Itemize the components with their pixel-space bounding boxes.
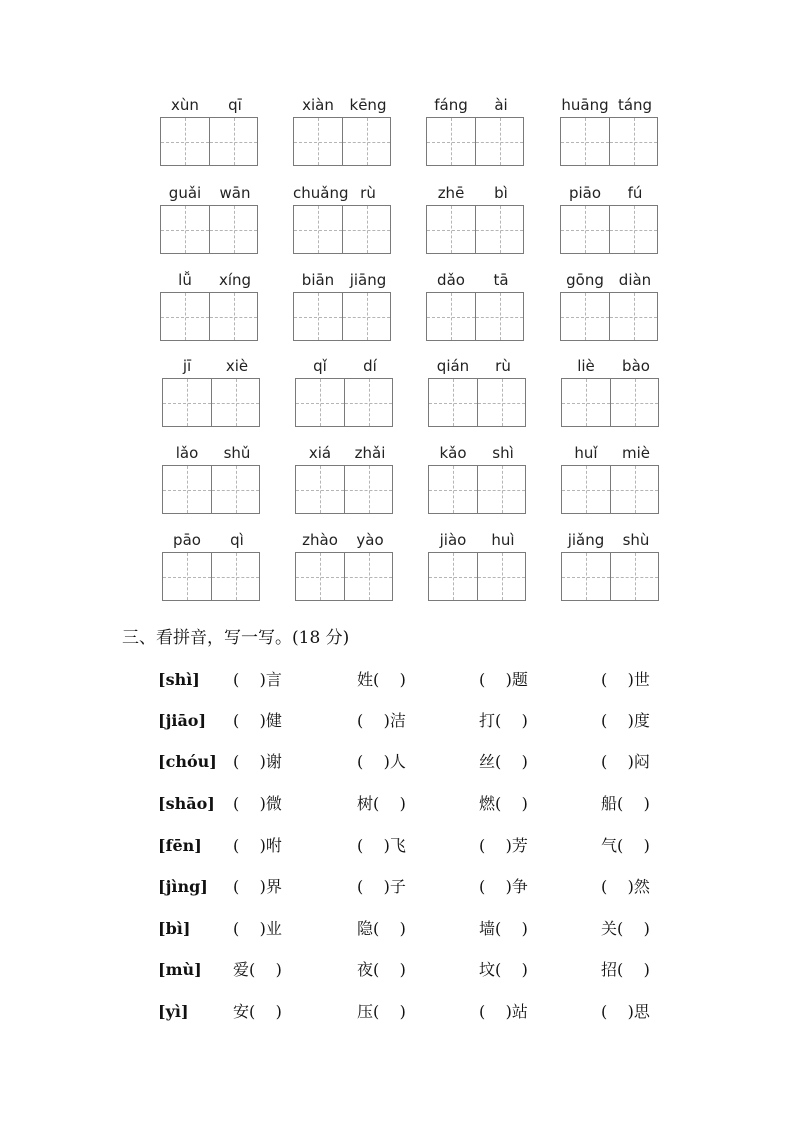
word-box	[428, 531, 528, 609]
pinyin-prompt: [shāo]	[158, 794, 215, 813]
word-box	[560, 271, 660, 349]
blank-word[interactable]: 气( )	[601, 836, 650, 855]
pinyin-label: qǐ	[313, 357, 327, 375]
fill-row	[0, 666, 794, 694]
pinyin-label: kēng	[349, 96, 387, 114]
fill-row	[0, 707, 794, 735]
word-box	[295, 357, 395, 435]
writing-cell[interactable]	[342, 293, 390, 340]
pinyin-label: huǐ	[574, 444, 598, 462]
pinyin-label: liè	[577, 357, 595, 375]
grid-row	[0, 271, 794, 351]
word-box	[560, 184, 660, 262]
writing-cell[interactable]	[429, 379, 477, 426]
grid-row	[0, 531, 794, 611]
pinyin-label: jiǎng	[567, 531, 605, 549]
writing-cell[interactable]	[163, 553, 211, 600]
pinyin-label: zhǎi	[354, 444, 386, 462]
tianzige-boxes	[560, 117, 658, 166]
grid-row	[0, 184, 794, 264]
word-box	[426, 271, 526, 349]
word-box	[160, 184, 260, 262]
word-box	[428, 444, 528, 522]
writing-cell[interactable]	[296, 466, 344, 513]
word-box	[160, 271, 260, 349]
tianzige-boxes	[295, 378, 393, 427]
blank-word[interactable]: 树( )	[357, 794, 406, 813]
pinyin-label: jiāng	[349, 271, 387, 289]
writing-cell[interactable]	[562, 553, 610, 600]
writing-cell[interactable]	[344, 553, 392, 600]
writing-cell[interactable]	[429, 466, 477, 513]
word-box	[561, 531, 661, 609]
writing-cell[interactable]	[294, 293, 342, 340]
fill-row	[0, 915, 794, 943]
word-box	[293, 96, 393, 174]
pinyin-label: bào	[622, 357, 650, 375]
blank-word[interactable]: ( )业	[233, 919, 282, 938]
blank-word[interactable]: ( )微	[233, 794, 282, 813]
grid-row	[0, 444, 794, 524]
pinyin-label: huì	[491, 531, 515, 549]
pinyin-label: wān	[219, 184, 251, 202]
tianzige-boxes	[295, 465, 393, 514]
blank-word[interactable]: 安( )	[233, 1002, 282, 1021]
word-box	[426, 184, 526, 262]
blank-word[interactable]: ( )争	[479, 877, 528, 896]
writing-cell[interactable]	[561, 118, 609, 165]
tianzige-boxes	[160, 205, 258, 254]
pinyin-label: xiàn	[302, 96, 334, 114]
writing-cell[interactable]	[475, 206, 523, 253]
pinyin-label: lǎo	[175, 444, 199, 462]
pinyin-label: kǎo	[439, 444, 467, 462]
pinyin-label: qián	[436, 357, 470, 375]
writing-cell[interactable]	[342, 118, 390, 165]
writing-cell[interactable]	[211, 379, 259, 426]
word-box	[160, 96, 260, 174]
tianzige-boxes	[428, 378, 526, 427]
blank-word[interactable]: 墙( )	[479, 919, 528, 938]
writing-cell[interactable]	[477, 466, 525, 513]
pinyin-label: piāo	[568, 184, 602, 202]
writing-cell[interactable]	[161, 206, 209, 253]
pinyin-label: qì	[230, 531, 244, 549]
pinyin-prompt: [fēn]	[158, 836, 202, 855]
blank-word[interactable]: 坟( )	[479, 960, 528, 979]
writing-cell[interactable]	[161, 293, 209, 340]
writing-cell[interactable]	[610, 553, 658, 600]
writing-cell[interactable]	[209, 206, 257, 253]
writing-cell[interactable]	[427, 118, 475, 165]
writing-cell[interactable]	[294, 118, 342, 165]
blank-word[interactable]: 打( )	[479, 711, 528, 730]
blank-word[interactable]: ( )度	[601, 711, 650, 730]
blank-word[interactable]: ( )然	[601, 877, 650, 896]
writing-cell[interactable]	[477, 553, 525, 600]
pinyin-label: guǎi	[168, 184, 202, 202]
writing-cell[interactable]	[163, 466, 211, 513]
pinyin-prompt: [yì]	[158, 1002, 189, 1021]
blank-word[interactable]: ( )思	[601, 1002, 650, 1021]
pinyin-prompt: [jìng]	[158, 877, 208, 896]
pinyin-label: shù	[622, 531, 650, 549]
pinyin-label: chuǎng	[293, 184, 349, 202]
writing-cell[interactable]	[609, 206, 657, 253]
tianzige-boxes	[293, 117, 391, 166]
fill-row	[0, 998, 794, 1026]
tianzige-boxes	[160, 117, 258, 166]
blank-word[interactable]: 招( )	[601, 960, 650, 979]
pinyin-label: gōng	[566, 271, 604, 289]
writing-cell[interactable]	[211, 466, 259, 513]
writing-cell[interactable]	[609, 293, 657, 340]
fill-row	[0, 873, 794, 901]
tianzige-boxes	[426, 117, 524, 166]
writing-cell[interactable]	[344, 379, 392, 426]
writing-cell[interactable]	[609, 118, 657, 165]
tianzige-boxes	[293, 292, 391, 341]
blank-word[interactable]: ( )言	[233, 670, 282, 689]
pinyin-label: dǎo	[437, 271, 465, 289]
pinyin-label: fú	[627, 184, 643, 202]
writing-cell[interactable]	[296, 379, 344, 426]
pinyin-label: jiào	[439, 531, 467, 549]
writing-cell[interactable]	[562, 379, 610, 426]
pinyin-label: lǚ	[178, 271, 192, 289]
pinyin-prompt: [jiāo]	[158, 711, 207, 730]
writing-cell[interactable]	[296, 553, 344, 600]
writing-cell[interactable]	[562, 466, 610, 513]
pinyin-label: rù	[495, 357, 511, 375]
tianzige-boxes	[426, 205, 524, 254]
writing-cell[interactable]	[211, 553, 259, 600]
writing-cell[interactable]	[294, 206, 342, 253]
fill-row	[0, 832, 794, 860]
tianzige-boxes	[162, 552, 260, 601]
word-box	[295, 531, 395, 609]
blank-word[interactable]: ( )世	[601, 670, 650, 689]
pinyin-label: diàn	[618, 271, 652, 289]
pinyin-label: dí	[363, 357, 377, 375]
tianzige-boxes	[428, 465, 526, 514]
blank-word[interactable]: 夜( )	[357, 960, 406, 979]
blank-word[interactable]: ( )人	[357, 752, 406, 771]
pinyin-label: táng	[617, 96, 653, 114]
tianzige-boxes	[426, 292, 524, 341]
blank-word[interactable]: ( )谢	[233, 752, 282, 771]
writing-cell[interactable]	[429, 553, 477, 600]
tianzige-boxes	[162, 378, 260, 427]
blank-word[interactable]: ( )健	[233, 711, 282, 730]
writing-cell[interactable]	[209, 293, 257, 340]
blank-word[interactable]: 船( )	[601, 794, 650, 813]
blank-word[interactable]: 爱( )	[233, 960, 282, 979]
word-box	[162, 531, 262, 609]
writing-cell[interactable]	[610, 466, 658, 513]
word-box	[561, 444, 661, 522]
pinyin-label: tā	[493, 271, 509, 289]
pinyin-label: pāo	[173, 531, 201, 549]
pinyin-label: ài	[494, 96, 508, 114]
fill-row	[0, 956, 794, 984]
pinyin-label: bì	[494, 184, 508, 202]
tianzige-boxes	[561, 465, 659, 514]
tianzige-boxes	[561, 378, 659, 427]
fill-row	[0, 790, 794, 818]
blank-word[interactable]: ( )站	[479, 1002, 528, 1021]
pinyin-label: shǔ	[223, 444, 251, 462]
blank-word[interactable]: ( )子	[357, 877, 406, 896]
word-box	[428, 357, 528, 435]
tianzige-boxes	[560, 205, 658, 254]
pinyin-label: yào	[356, 531, 384, 549]
writing-cell[interactable]	[163, 379, 211, 426]
pinyin-label: biān	[301, 271, 335, 289]
word-box	[293, 184, 393, 262]
blank-word[interactable]: ( )洁	[357, 711, 406, 730]
pinyin-label: xiá	[308, 444, 332, 462]
writing-cell[interactable]	[475, 118, 523, 165]
fill-row	[0, 748, 794, 776]
writing-cell[interactable]	[209, 118, 257, 165]
writing-cell[interactable]	[610, 379, 658, 426]
pinyin-prompt: [chóu]	[158, 752, 217, 771]
pinyin-label: shì	[492, 444, 514, 462]
blank-word[interactable]: ( )题	[479, 670, 528, 689]
writing-cell[interactable]	[342, 206, 390, 253]
tianzige-boxes	[428, 552, 526, 601]
tianzige-boxes	[560, 292, 658, 341]
tianzige-boxes	[293, 205, 391, 254]
pinyin-label: miè	[621, 444, 650, 462]
writing-cell[interactable]	[161, 118, 209, 165]
blank-word[interactable]: ( )界	[233, 877, 282, 896]
writing-cell[interactable]	[561, 293, 609, 340]
writing-cell[interactable]	[344, 466, 392, 513]
blank-word[interactable]: 压( )	[357, 1002, 406, 1021]
word-box	[162, 444, 262, 522]
section-3-title: 三、看拼音，写一写。(18 分)	[122, 628, 350, 648]
pinyin-prompt: [bì]	[158, 919, 191, 938]
pinyin-label: xùn	[171, 96, 199, 114]
pinyin-label: fáng	[434, 96, 468, 114]
writing-cell[interactable]	[475, 293, 523, 340]
blank-word[interactable]: ( )咐	[233, 836, 282, 855]
writing-cell[interactable]	[561, 206, 609, 253]
tianzige-boxes	[162, 465, 260, 514]
word-box	[293, 271, 393, 349]
blank-word[interactable]: 隐( )	[357, 919, 406, 938]
blank-word[interactable]: 燃( )	[479, 794, 528, 813]
pinyin-label: xiè	[225, 357, 249, 375]
pinyin-label: rù	[360, 184, 376, 202]
word-box	[561, 357, 661, 435]
pinyin-label: zhào	[302, 531, 338, 549]
word-box	[560, 96, 660, 174]
pinyin-prompt: [shì]	[158, 670, 200, 689]
tianzige-boxes	[561, 552, 659, 601]
blank-word[interactable]: ( )闷	[601, 752, 650, 771]
word-box	[426, 96, 526, 174]
blank-word[interactable]: 姓( )	[357, 670, 406, 689]
blank-word[interactable]: ( )飞	[357, 836, 406, 855]
blank-word[interactable]: ( )芳	[479, 836, 528, 855]
pinyin-label: xíng	[218, 271, 252, 289]
blank-word[interactable]: 丝( )	[479, 752, 528, 771]
writing-cell[interactable]	[427, 206, 475, 253]
grid-row	[0, 357, 794, 437]
pinyin-label: zhē	[437, 184, 465, 202]
pinyin-label: jī	[182, 357, 192, 375]
pinyin-label: huāng	[561, 96, 609, 114]
word-box	[295, 444, 395, 522]
pinyin-label: qī	[228, 96, 242, 114]
tianzige-boxes	[160, 292, 258, 341]
writing-cell[interactable]	[427, 293, 475, 340]
word-box	[162, 357, 262, 435]
pinyin-prompt: [mù]	[158, 960, 202, 979]
writing-cell[interactable]	[477, 379, 525, 426]
tianzige-boxes	[295, 552, 393, 601]
grid-row	[0, 96, 794, 176]
blank-word[interactable]: 关( )	[601, 919, 650, 938]
